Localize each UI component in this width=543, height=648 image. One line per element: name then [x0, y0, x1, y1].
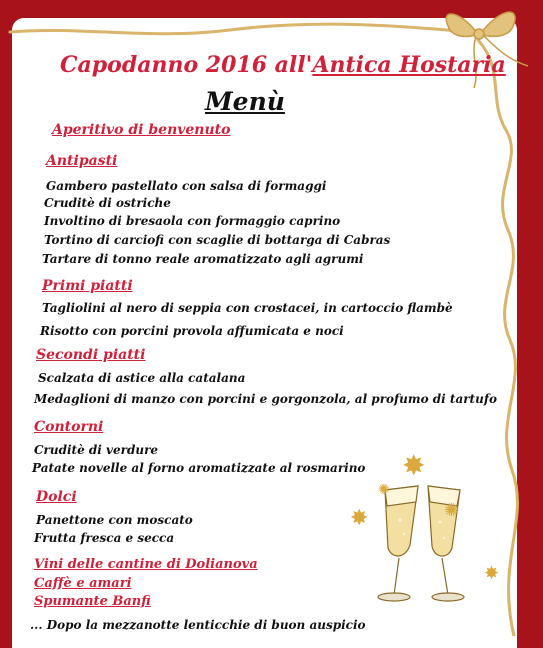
page-title [60, 52, 506, 78]
menu-item: Tartare di tonno reale aromatizzato agli agrumi [42, 252, 364, 266]
menu-item: Tagliolini al nero di seppia con crostacei, in cartoccio flambè [42, 301, 453, 315]
star-sparkle-icon: ✸ [484, 563, 500, 584]
secondi-heading: Secondi piatti [36, 347, 146, 363]
menu-item: Cruditè di ostriche [44, 196, 171, 210]
extra-item: Vini delle cantine di Dolianova [34, 557, 258, 572]
star-sparkle-icon: ✸ [350, 506, 369, 531]
dolci-heading: Dolci [36, 489, 77, 505]
contorni-heading: Contorni [34, 419, 104, 435]
menu-item: Involtino di bresaola con formaggio caprino [44, 214, 341, 228]
menu-item: Scalzata di astice alla catalana [38, 371, 246, 385]
star-sparkle-icon: ✺ [444, 500, 460, 521]
star-sparkle-icon: ✸ [402, 449, 426, 482]
menu-item: Cruditè di verdure [34, 443, 159, 457]
menu-item: Medaglioni di manzo con porcini e gorgonzola, al profumo di tartufo [34, 392, 497, 406]
menu-heading: Menù [205, 87, 285, 116]
menu-item: Panettone con moscato [36, 513, 193, 527]
menu-item: Risotto con porcini provola affumicata e noci [40, 324, 344, 338]
star-sparkle-icon: ✺ [378, 482, 390, 498]
menu-item: Gambero pastellato con salsa di formaggi [46, 179, 327, 193]
menu-item: Frutta fresca e secca [34, 531, 175, 545]
title-brand: Antica Hostaria [312, 52, 506, 78]
menu-item: Patate novelle al forno aromatizzate al rosmarino [32, 461, 366, 475]
closing-note: ... Dopo la mezzanotte lenticchie di buon auspicio [30, 618, 366, 632]
antipasti-heading: Antipasti [46, 153, 118, 169]
aperitivo-heading: Aperitivo di benvenuto [52, 122, 231, 138]
primi-heading: Primi piatti [42, 278, 133, 294]
extra-item: Caffè e amari [34, 576, 132, 591]
extra-item: Spumante Banfi [34, 594, 151, 609]
title-prefix: Capodanno 2016 all' [60, 52, 313, 78]
menu-item: Tortino di carciofi con scaglie di bottarga di Cabras [44, 233, 391, 247]
